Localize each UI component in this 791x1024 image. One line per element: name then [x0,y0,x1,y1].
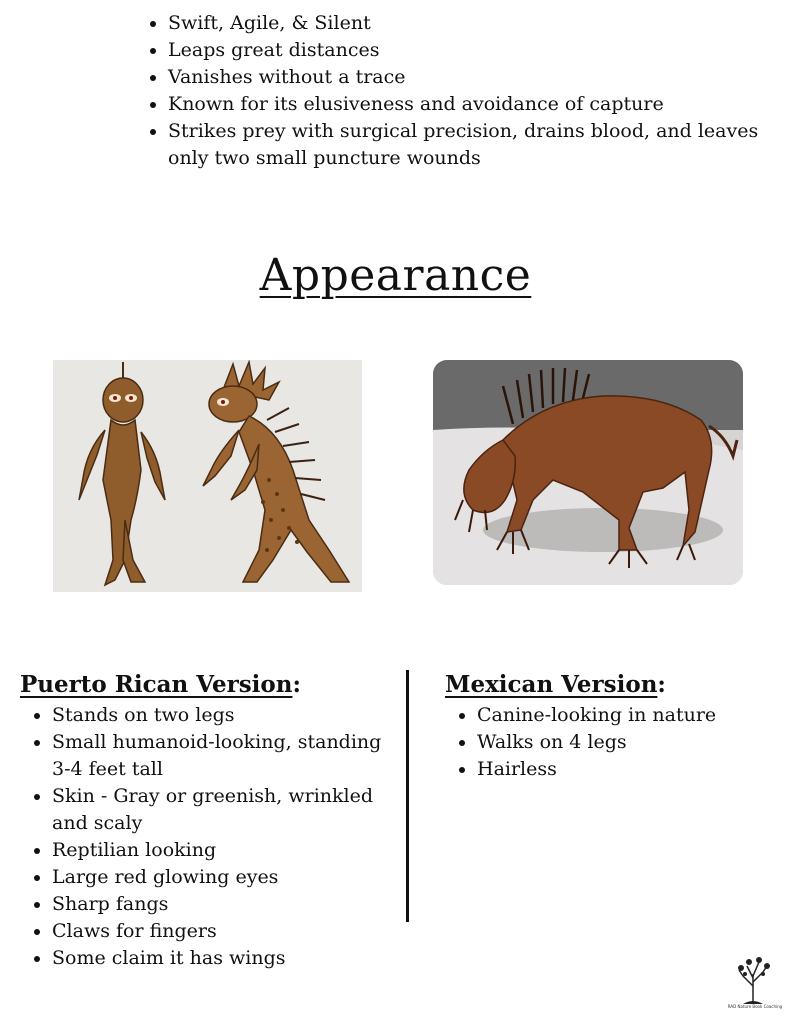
puerto-rican-title: Puerto Rican Version [20,671,293,698]
section-title [20,668,400,702]
list-item: • Large red glowing eyes [52,864,400,891]
mexican-title: Mexican Version [445,671,658,698]
mexican-list [445,702,775,783]
bipedal-creature-illustration [53,360,362,592]
list-item: • Walks on 4 legs [477,729,775,756]
section-title [445,668,775,702]
traits-list [148,10,768,172]
list-item: • Leaps great distances [168,37,768,64]
list-item: • Canine-looking in nature [477,702,775,729]
list-item: • Known for its elusiveness and avoidance of capture [168,91,768,118]
mexican-section [445,668,775,783]
title-colon: : [292,671,301,698]
list-item: • Small humanoid-looking, standing 3-4 feet tall [52,729,400,783]
bipedal-creature-image [53,360,362,592]
canine-creature-sculpture [433,360,743,585]
list-item: • Strikes prey with surgical precision, drains blood, and leaves only two small puncture wounds [168,118,768,172]
column-divider [406,670,409,922]
list-item: • Vanishes without a trace [168,64,768,91]
tree-logo-icon [729,952,777,1012]
list-item: • Sharp fangs [52,891,400,918]
list-item: • Claws for fingers [52,918,400,945]
page-title: Appearance [259,250,532,301]
list-item: • Hairless [477,756,775,783]
list-item: • Skin - Gray or greenish, wrinkled and scaly [52,783,400,837]
list-item: • Stands on two legs [52,702,400,729]
list-item: • Some claim it has wings [52,945,400,972]
title-colon: : [657,671,666,698]
puerto-rican-list [20,702,400,972]
canine-creature-image [433,360,743,585]
logo-text: RAD Nature Book Coaching [727,1004,783,1009]
list-item: • Reptilian looking [52,837,400,864]
puerto-rican-section [20,668,400,972]
list-item: • Swift, Agile, & Silent [168,10,768,37]
